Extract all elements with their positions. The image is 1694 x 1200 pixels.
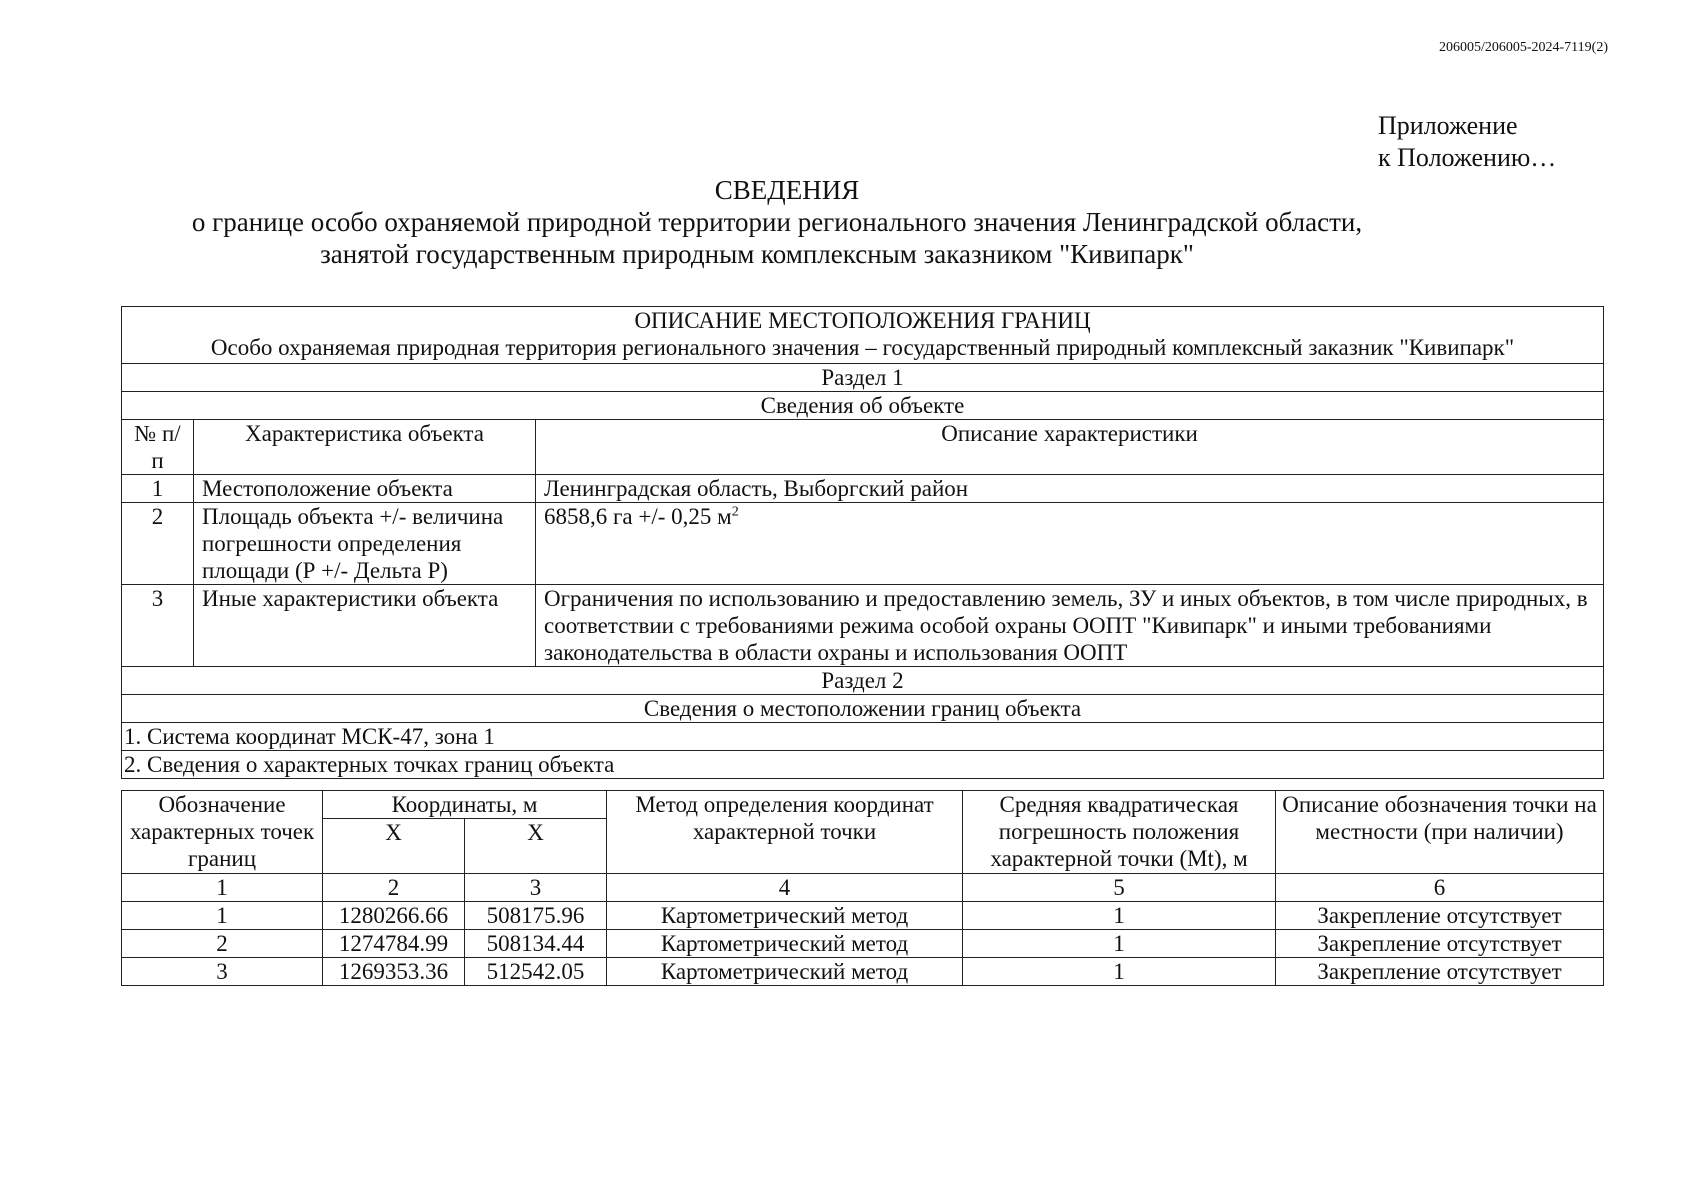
table-subtitle: Особо охраняемая природная территория регионального значения – государственный природный комплексный заказник "Кивипарк" [210,335,1515,360]
column-number: 2 [323,874,465,902]
header-x-2: X [465,819,607,874]
table-row [122,503,1604,585]
point-error: 1 [963,930,1276,958]
table-title: ОПИСАНИЕ МЕСТОПОЛОЖЕНИЯ ГРАНИЦ [634,308,1091,333]
section-1-title-row [122,392,1604,420]
point-id: 2 [122,930,323,958]
point-x: 1280266.66 [323,902,465,930]
heading-line-2: о границе особо охраняемой природной территории регионального значения Ленинградской области, [191,207,1363,237]
header-designation: Обозначение характерных точек границ [122,791,323,874]
boundary-points-table [121,790,1604,986]
row-num: 3 [122,585,194,667]
boundary-description-table [121,306,1604,779]
table-row [122,958,1604,986]
section-2-title-row [122,695,1604,723]
column-number: 5 [963,874,1276,902]
table-row [122,475,1604,503]
points-title: 2. Сведения о характерных точках границ объекта [122,751,1604,779]
points-title-row [122,751,1604,779]
appendix-line-1: Приложение [1378,111,1518,140]
column-number: 3 [465,874,607,902]
header-coordinates: Координаты, м [323,791,607,819]
section-2-row [122,667,1604,695]
row-characteristic: Местоположение объекта [194,475,536,503]
column-numbers-row [122,874,1604,902]
table-row [122,585,1604,667]
col-header-description: Описание характеристики [536,420,1604,475]
heading-line-3: занятой государственным природным комплексным заказником "Кивипарк" [320,239,1194,269]
point-error: 1 [963,958,1276,986]
point-error: 1 [963,902,1276,930]
table-row [122,902,1604,930]
point-description: Закрепление отсутствует [1276,902,1604,930]
section-1-row [122,364,1604,392]
point-method: Картометрический метод [607,958,963,986]
area-value: 6858,6 га +/- 0,25 м [544,504,732,529]
point-method: Картометрический метод [607,930,963,958]
heading-title: СВЕДЕНИЯ [714,175,860,205]
header-point-description: Описание обозначения точки на местности (при наличии) [1276,791,1604,874]
col-header-characteristic: Характеристика объекта [194,420,536,475]
column-number: 6 [1276,874,1604,902]
row-characteristic: Иные характеристики объекта [194,585,536,667]
row-description: Ограничения по использованию и предоставлению земель, ЗУ и иных объектов, в том числе природных, в соответствии с требованиями режима особой охраны ООПТ "Кивипарк" и иными требованиями законодательства в области охраны и использования ООПТ [536,585,1604,667]
point-id: 3 [122,958,323,986]
point-id: 1 [122,902,323,930]
row-num: 1 [122,475,194,503]
point-x: 1274784.99 [323,930,465,958]
section-2-label: Раздел 2 [122,667,1604,695]
col-header-num: № п/п [122,420,194,475]
column-number: 4 [607,874,963,902]
area-unit-superscript: 2 [731,504,739,520]
table-title-cell [122,307,1604,364]
row-num: 2 [122,503,194,585]
point-y: 512542.05 [465,958,607,986]
appendix-line-2: к Положению… [1378,143,1557,172]
point-method: Картометрический метод [607,902,963,930]
point-y: 508134.44 [465,930,607,958]
row-description [536,503,1604,585]
header-method: Метод определения координат характерной точки [607,791,963,874]
point-description: Закрепление отсутствует [1276,958,1604,986]
row-characteristic: Площадь объекта +/- величина погрешности определения площади (Р +/- Дельта Р) [194,503,536,585]
points-header-row [122,791,1604,819]
section-1-label: Раздел 1 [122,364,1604,392]
row-description: Ленинградская область, Выборгский район [536,475,1604,503]
coord-system-row [122,723,1604,751]
object-header-row [122,420,1604,475]
column-number: 1 [122,874,323,902]
section-2-title: Сведения о местоположении границ объекта [122,695,1604,723]
point-y: 508175.96 [465,902,607,930]
header-error: Средняя квадратическая погрешность положения характерной точки (Mt), м [963,791,1276,874]
coord-system: 1. Система координат МСК-47, зона 1 [122,723,1604,751]
document-heading [0,174,1694,270]
point-description: Закрепление отсутствует [1276,930,1604,958]
table-row [122,930,1604,958]
appendix-label [1378,110,1556,174]
section-1-title: Сведения об объекте [122,392,1604,420]
point-x: 1269353.36 [323,958,465,986]
table-title-row [122,307,1604,364]
header-x-1: X [323,819,465,874]
document-number: 206005/206005-2024-7119(2) [1438,40,1608,55]
